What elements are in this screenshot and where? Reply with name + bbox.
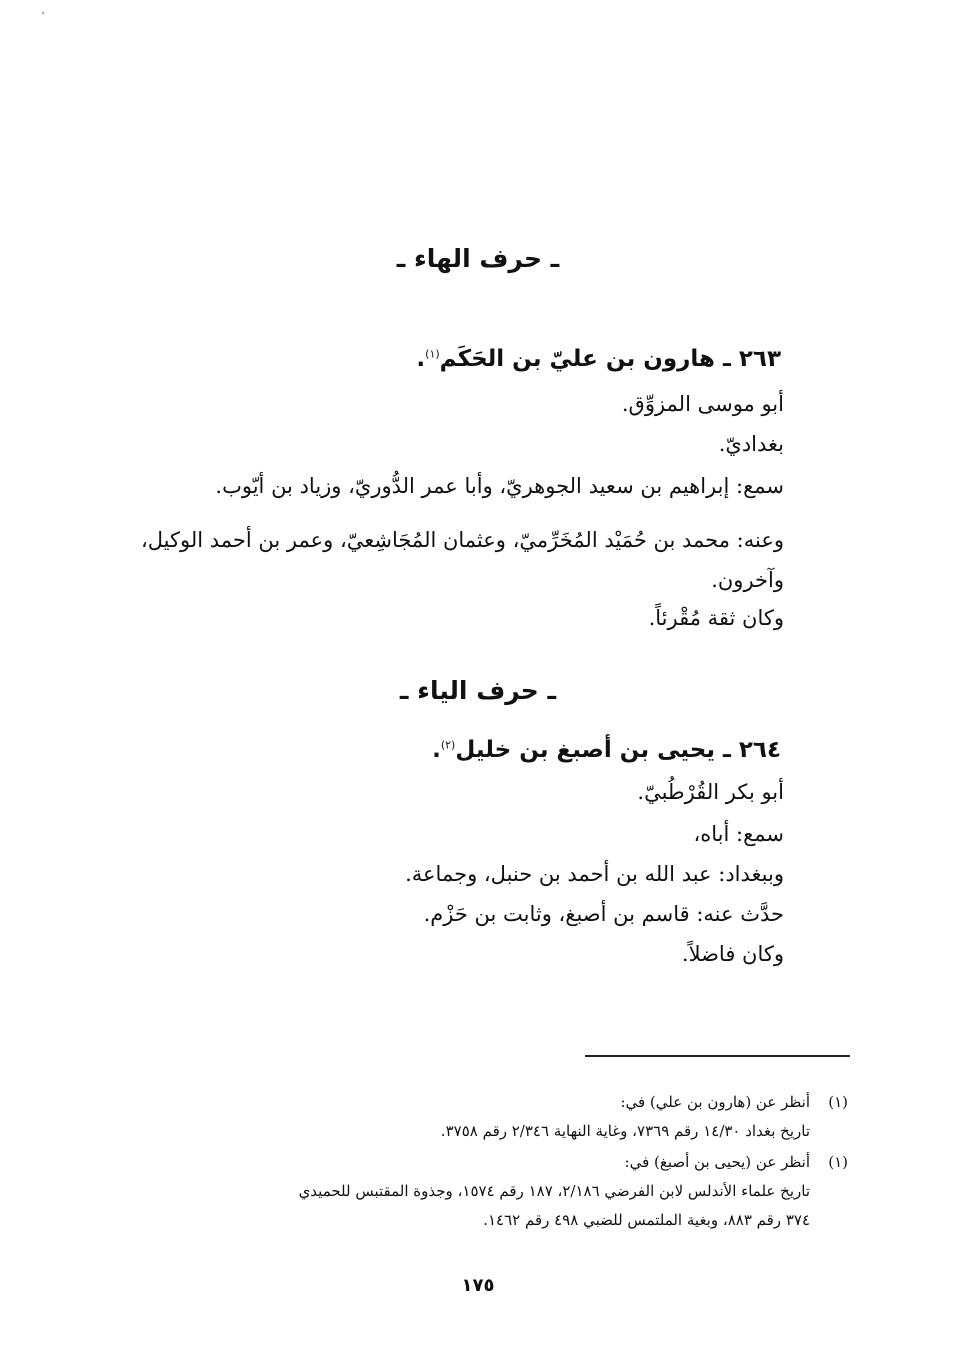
entry-264-narrated: حدَّث عنه: قاسم بن أصبغ، وثابت بن حَزْم. bbox=[423, 902, 784, 926]
entry-263-kunya: أبو موسى المزوِّق. bbox=[621, 392, 784, 416]
footnote-ref[interactable]: (١) bbox=[425, 347, 440, 361]
entry-end: . bbox=[416, 346, 426, 372]
entry-264-heard: سمع: أباه، bbox=[693, 822, 784, 846]
entry-264-status: وكان فاضلاً. bbox=[681, 942, 784, 966]
entry-end: . bbox=[432, 737, 441, 763]
entry-name: ـ يحيى بن أصبغ بن خليل bbox=[455, 737, 731, 763]
section-heading-haa: ـ حرف الهاء ـ bbox=[396, 244, 560, 273]
footnote-2-line-2: تاريخ علماء الأندلس لابن الفرضي ٢/١٨٦، ١٨٧ رقم ١٥٧٤، وجذوة المقتبس للحميدي bbox=[298, 1182, 810, 1200]
entry-264-kunya: أبو بكر القُرْطُبيّ. bbox=[637, 780, 784, 804]
section-heading-yaa: ـ حرف الياء ـ bbox=[399, 676, 557, 705]
footnote-1-number: (١) bbox=[828, 1093, 848, 1111]
entry-264-title bbox=[432, 737, 781, 763]
entry-264-baghdad: وببغداد: عبد الله بن أحمد بن حنبل، وجماعة. bbox=[405, 862, 784, 886]
page-number: ١٧٥ bbox=[461, 1275, 495, 1296]
entry-263-heard: سمع: إبراهيم بن سعيد الجوهريّ، وأبا عمر الدُّوريّ، وزياد بن أيّوب. bbox=[215, 474, 784, 498]
entry-263-status: وكان ثقة مُقْرئاً. bbox=[648, 606, 784, 630]
footnote-separator bbox=[585, 1055, 850, 1057]
entry-263-title bbox=[416, 346, 781, 372]
footnote-2-line-1: أنظر عن (يحيى بن أصبغ) في: bbox=[624, 1153, 810, 1171]
footnote-ref[interactable]: (٢) bbox=[440, 738, 456, 752]
entry-number: ٢٦٣ bbox=[738, 346, 781, 372]
footnote-2-number: (١) bbox=[828, 1153, 848, 1171]
entry-number: ٢٦٤ bbox=[738, 737, 781, 763]
entry-name: ـ هارون بن عليّ بن الحَكَم bbox=[439, 346, 731, 372]
footnote-1-line-2: تاريخ بغداد ١٤/٣٠ رقم ٧٣٦٩، وغاية النهاية ٢/٣٤٦ رقم ٣٧٥٨. bbox=[440, 1122, 810, 1140]
entry-263-students: وعنه: محمد بن حُمَيْد المُخَرِّميّ، وعثمان المُجَاشِعيّ، وعمر بن أحمد الوكيل، وآخرون. bbox=[140, 528, 784, 592]
scan-speck bbox=[42, 12, 44, 14]
footnote-1-line-1: أنظر عن (هارون بن علي) في: bbox=[620, 1093, 810, 1111]
footnote-2-line-3: ٣٧٤ رقم ٨٨٣، وبغية الملتمس للضبي ٤٩٨ رقم ١٤٦٢. bbox=[483, 1211, 810, 1229]
entry-263-origin: بغداديّ. bbox=[718, 432, 784, 456]
